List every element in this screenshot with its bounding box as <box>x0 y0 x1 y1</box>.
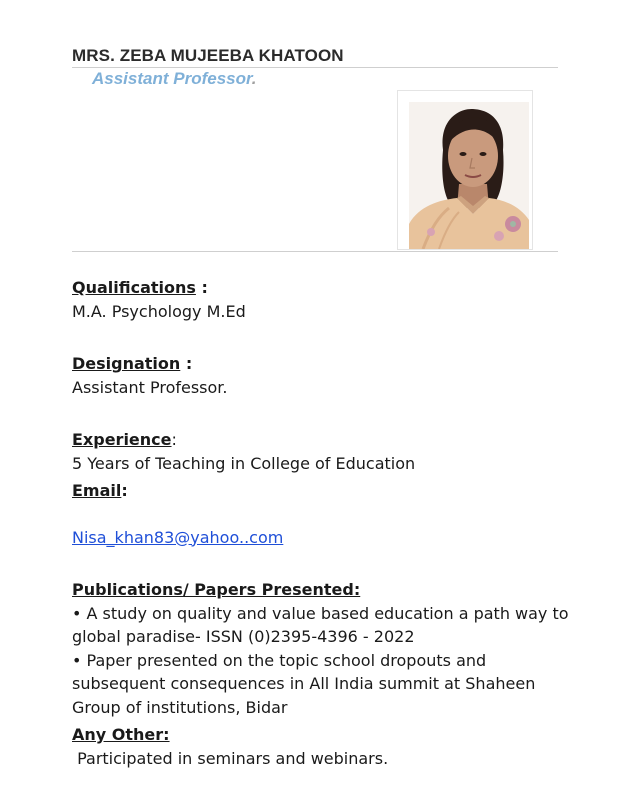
other-text: Participated in seminars and webinars. <box>72 748 389 768</box>
designation-heading <box>72 352 572 376</box>
section-gap <box>72 399 572 428</box>
qualifications-heading-separator: : <box>195 278 208 297</box>
other-heading <box>72 723 572 747</box>
profile-title-dot: . <box>251 69 257 88</box>
publications-heading <box>72 578 572 602</box>
profile-photo <box>409 102 529 249</box>
designation-text: Assistant Professor. <box>72 377 228 397</box>
photo-frame <box>398 91 532 249</box>
profile-title <box>92 69 256 89</box>
email-heading <box>72 479 572 503</box>
publication-line: • Paper presented on the topic school dropouts and <box>72 650 487 670</box>
designation-heading-label: Designation <box>72 354 181 373</box>
email-line <box>72 526 572 550</box>
profile-body <box>72 276 572 770</box>
publication-line: • A study on quality and value based education a path way to <box>72 603 569 623</box>
qualifications-text: M.A. Psychology M.Ed <box>72 301 246 321</box>
header-divider <box>72 67 558 68</box>
section-gap <box>72 323 572 352</box>
publication-line: subsequent consequences in All India summit at Shaheen <box>72 674 536 693</box>
publications-heading-label: Publications/ Papers Presented: <box>72 580 361 599</box>
qualifications-heading <box>72 276 572 300</box>
email-link[interactable]: Nisa_khan83@yahoo..com <box>72 527 284 547</box>
experience-heading-separator: : <box>171 430 177 449</box>
profile-title-text: Assistant Professor <box>92 69 252 88</box>
section-gap <box>72 503 572 526</box>
experience-text: 5 Years of Teaching in College of Education <box>72 453 416 473</box>
experience-heading-label: Experience <box>72 430 172 449</box>
experience-heading <box>72 428 572 452</box>
section-gap <box>72 549 572 578</box>
other-heading-label: Any Other: <box>72 725 170 744</box>
qualifications-heading-label: Qualifications <box>72 278 196 297</box>
photo-divider <box>72 251 558 252</box>
email-heading-separator: : <box>121 481 128 500</box>
portrait-photo-icon <box>409 102 529 249</box>
publication-line: global paradise- ISSN (0)2395-4396 - 2022 <box>72 627 415 646</box>
designation-heading-separator: : <box>180 354 193 373</box>
email-heading-label: Email <box>72 481 122 500</box>
publication-line: Group of institutions, Bidar <box>72 697 288 717</box>
profile-name: MRS. ZEBA MUJEEBA KHATOON <box>72 46 344 65</box>
